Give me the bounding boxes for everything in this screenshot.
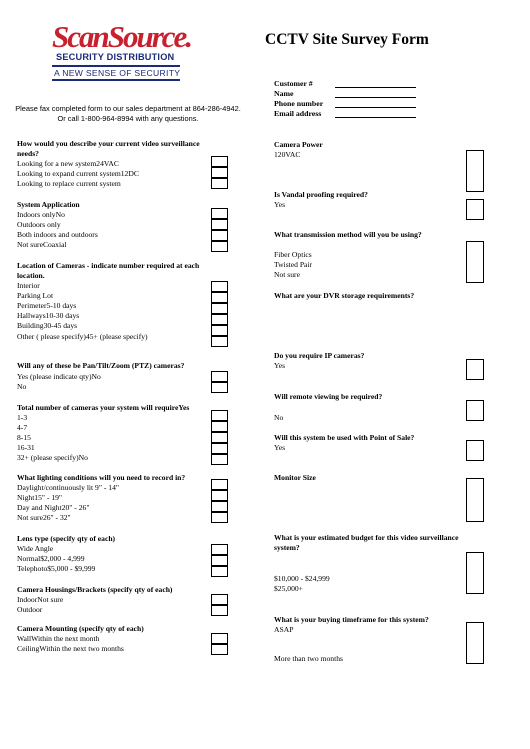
question-transmission: What transmission method will you be using?	[274, 230, 422, 239]
question-lighting: What lighting conditions will you need to record in?	[17, 473, 186, 482]
question-dvr-storage: What are your DVR storage requirements?	[274, 291, 415, 300]
email-row	[274, 109, 323, 119]
option-label: No	[274, 413, 284, 422]
question-mounting: Camera Mounting (specify qty of each)	[17, 624, 144, 633]
checkbox-group[interactable]	[466, 552, 484, 594]
checkbox[interactable]	[211, 241, 228, 252]
checkbox[interactable]	[211, 410, 228, 421]
quantity-box[interactable]	[211, 544, 228, 555]
checkbox-group[interactable]	[466, 622, 484, 664]
name-row	[274, 89, 323, 99]
quantity-box[interactable]	[211, 281, 228, 292]
checkbox[interactable]	[211, 219, 228, 230]
question-system-application: System Application	[17, 200, 80, 209]
option-label: Both indoors and outdoors	[17, 230, 98, 239]
checkbox[interactable]	[211, 230, 228, 241]
quantity-box[interactable]	[211, 336, 228, 347]
checkbox-group[interactable]	[466, 478, 484, 522]
option-label: More than two months	[274, 654, 343, 663]
option-label: 4-7	[17, 423, 28, 432]
option-label: Twisted Pair	[274, 260, 313, 269]
quantity-box[interactable]	[211, 605, 228, 616]
quantity-box[interactable]	[211, 303, 228, 314]
question-ip-cameras: Do you require IP cameras?	[274, 351, 365, 360]
option-label: ASAP	[274, 625, 294, 634]
question-camera-count: Total number of cameras your system will requireYes	[17, 403, 190, 412]
checkbox[interactable]	[211, 479, 228, 490]
logo-division: SECURITY DISTRIBUTION	[56, 52, 175, 62]
option-label: Not sureCoaxial	[17, 240, 67, 249]
logo-tagline: A NEW SENSE OF SECURITY	[54, 68, 181, 78]
checkbox[interactable]	[211, 490, 228, 501]
option-label: Yes	[274, 200, 286, 209]
question-camera-power: Camera Power	[274, 140, 323, 149]
form-title: CCTV Site Survey Form	[265, 31, 429, 48]
option-label: Fiber Optics	[274, 250, 312, 259]
phone-label: Phone number	[274, 99, 324, 108]
option-label: 120VAC	[274, 150, 301, 159]
checkbox-group[interactable]	[466, 199, 484, 220]
option-label: Perimeter5-10 days	[17, 301, 77, 310]
question-monitor-size: Monitor Size	[274, 473, 316, 482]
option-label: Building30-45 days	[17, 321, 78, 330]
option-label: IndoorNot sure	[17, 595, 64, 604]
question-camera-locations: Location of Cameras - indicate number required at each location.	[17, 261, 200, 280]
checkbox[interactable]	[211, 178, 228, 189]
name-field[interactable]	[335, 97, 416, 98]
option-label: 16-31	[17, 443, 35, 452]
question-ptz: Will any of these be Pan/Tilt/Zoom (PTZ) cameras?	[17, 361, 185, 370]
question-remote-viewing: Will remote viewing be required?	[274, 392, 383, 401]
checkbox-group[interactable]	[466, 440, 484, 461]
option-label: Normal$2,000 - 4,999	[17, 554, 85, 563]
quantity-box[interactable]	[211, 566, 228, 577]
option-label: 8-15	[17, 433, 31, 442]
checkbox[interactable]	[211, 501, 228, 512]
option-label: Wide Angle	[17, 544, 54, 553]
customer-number-field[interactable]	[335, 87, 416, 88]
option-label: $25,000+	[274, 584, 303, 593]
quantity-box[interactable]	[211, 292, 228, 303]
question-point-of-sale: Will this system be used with Point of Sale?	[274, 433, 415, 442]
checkbox-group[interactable]	[466, 359, 484, 380]
checkbox[interactable]	[211, 371, 228, 382]
checkbox-group[interactable]	[466, 400, 484, 421]
checkbox[interactable]	[211, 512, 228, 523]
quantity-box[interactable]	[211, 644, 228, 655]
phone-row	[274, 99, 323, 109]
fax-note: Please fax completed form to our sales department at 864-286-4942. Or call 1-800-964-8994 with any questions.	[15, 104, 241, 123]
option-label: Yes (please indicate qty)No	[17, 372, 101, 381]
quantity-box[interactable]	[211, 594, 228, 605]
checkbox[interactable]	[211, 382, 228, 393]
company-logo	[52, 19, 192, 82]
option-label: 32+ (please specify)No	[17, 453, 88, 462]
email-label: Email address	[274, 109, 322, 118]
checkbox[interactable]	[211, 443, 228, 454]
option-label: $10,000 - $24,999	[274, 574, 330, 583]
option-label: No	[17, 382, 27, 391]
name-label: Name	[274, 89, 294, 98]
option-label: Yes	[274, 443, 286, 452]
option-label: Night15" - 19"	[17, 493, 63, 502]
checkbox[interactable]	[211, 454, 228, 465]
option-label: CeilingWithin the next two months	[17, 644, 124, 653]
option-label: Hallways10-30 days	[17, 311, 80, 320]
option-label: Outdoors only	[17, 220, 61, 229]
email-field[interactable]	[335, 117, 416, 118]
question-vandal-proofing: Is Vandal proofing required?	[274, 190, 368, 199]
checkbox[interactable]	[211, 421, 228, 432]
option-label: Other ( please specify)45+ (please specify)	[17, 332, 148, 341]
option-label: Telephoto$5,000 - $9,999	[17, 564, 96, 573]
option-label: Daylight/continuously lit 9" - 14"	[17, 483, 119, 492]
quantity-box[interactable]	[211, 555, 228, 566]
option-label: Not sure	[274, 270, 300, 279]
checkbox[interactable]	[211, 167, 228, 178]
checkbox[interactable]	[211, 432, 228, 443]
quantity-box[interactable]	[211, 314, 228, 325]
checkbox-group[interactable]	[466, 150, 484, 192]
option-label: Indoors onlyNo	[17, 210, 65, 219]
customer-number-row	[274, 79, 323, 89]
customer-info	[274, 79, 323, 119]
customer-number-label: Customer #	[274, 79, 313, 88]
question-video-needs: How would you describe your current video surveillance needs?	[17, 139, 200, 158]
question-lens-type: Lens type (specify qty of each)	[17, 534, 116, 543]
option-label: Parking Lot	[17, 291, 54, 300]
option-label: Interior	[17, 281, 40, 290]
option-label: Looking for a new system24VAC	[17, 159, 119, 168]
phone-field[interactable]	[335, 107, 416, 108]
option-label: Day and Night20" - 26"	[17, 503, 90, 512]
question-budget: What is your estimated budget for this video surveillance system?	[274, 533, 459, 552]
option-label: WallWithin the next month	[17, 634, 100, 643]
option-label: Outdoor	[17, 605, 43, 614]
option-label: Yes	[274, 361, 286, 370]
checkbox-group[interactable]	[466, 241, 484, 283]
option-label: Not sure26" - 32"	[17, 513, 71, 522]
quantity-box[interactable]	[211, 633, 228, 644]
question-housings: Camera Housings/Brackets (specify qty of each)	[17, 585, 173, 594]
checkbox[interactable]	[211, 156, 228, 167]
logo-brand: ScanSource.	[52, 19, 192, 54]
option-label: 1-3	[17, 413, 28, 422]
quantity-box[interactable]	[211, 325, 228, 336]
option-label: Looking to replace current system	[17, 179, 121, 188]
option-label: Looking to expand current system12DC	[17, 169, 139, 178]
checkbox[interactable]	[211, 208, 228, 219]
question-timeframe: What is your buying timeframe for this system?	[274, 615, 429, 624]
